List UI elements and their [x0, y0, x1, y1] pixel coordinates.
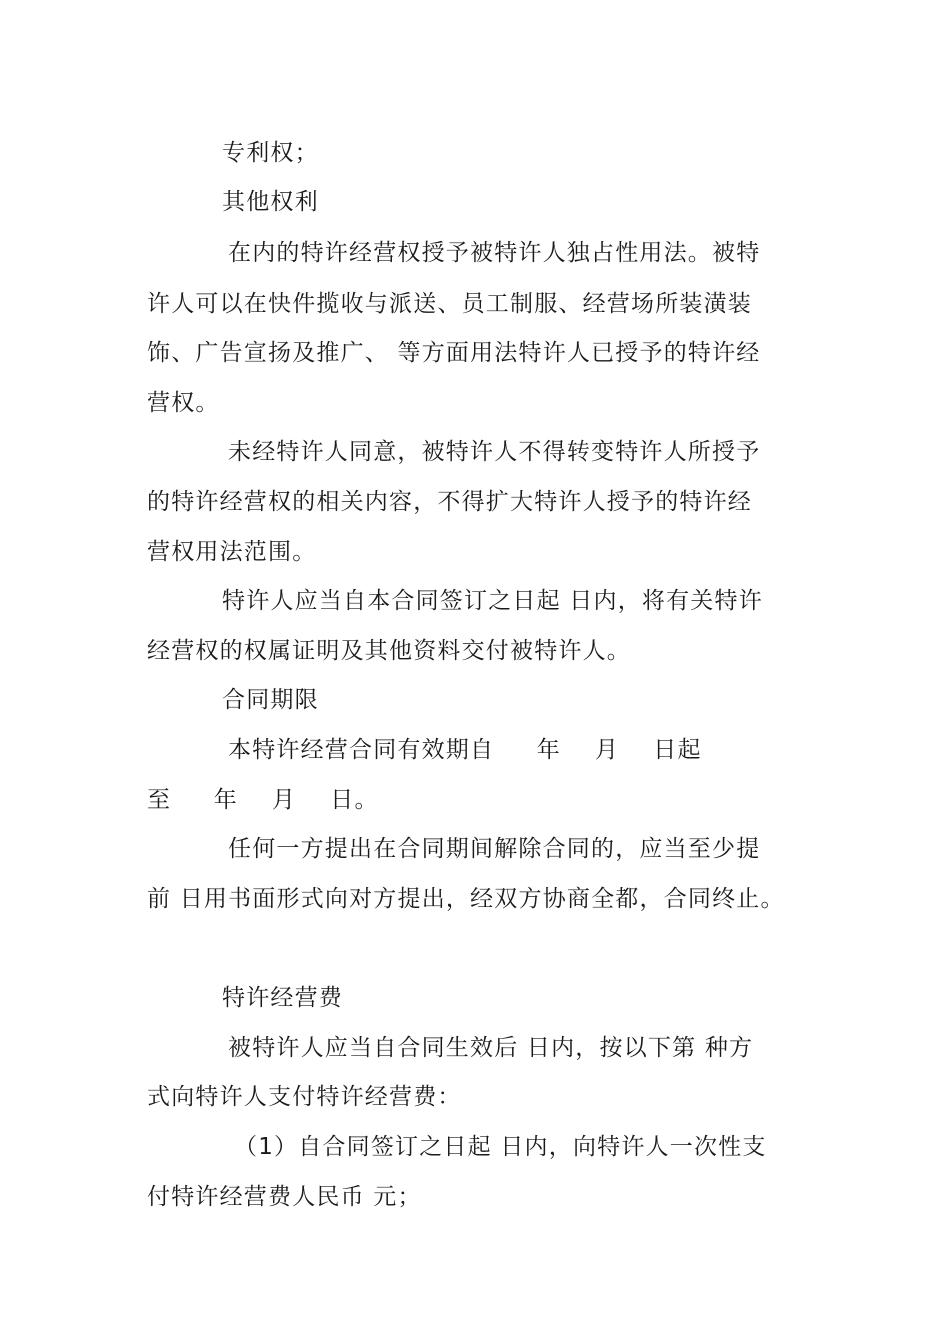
text-line: 前 日用书面形式向对方提出，经双方协商全都，合同终止。 [147, 886, 785, 912]
section-heading: 合同期限 [222, 687, 319, 713]
text-line: 营权用法范围。 [147, 539, 317, 565]
text-line: 其他权利 [222, 189, 319, 215]
text-line: 营权。 [147, 390, 220, 416]
text-line: 至 年 月 日。 [147, 787, 379, 813]
text-line: 饰、广告宣扬及推广、 等方面用法特许人已授予的特许经 [147, 340, 761, 366]
text-line: 式向特许人支付特许经营费： [147, 1084, 462, 1110]
paragraph-first-line: 任何一方提出在合同期间解除合同的，应当至少提 [228, 836, 761, 862]
text-line: 经营权的权属证明及其他资料交付被特许人。 [147, 638, 631, 664]
paragraph-first-line: 本特许经营合同有效期自 年 月 日起 [228, 737, 702, 763]
paragraph-first-line: 未经特许人同意，被特许人不得转变特许人所授予 [228, 439, 761, 465]
list-item-first-line: （1）自合同签订之日起 日内，向特许人一次性支 [234, 1134, 767, 1160]
text-line: 的特许经营权的相关内容，不得扩大特许人授予的特许经 [147, 489, 752, 515]
text-line: 付特许经营费人民币 元； [147, 1184, 422, 1210]
paragraph-first-line: 特许人应当自本合同签订之日起 日内，将有关特许 [222, 588, 763, 614]
paragraph-first-line: 被特许人应当自合同生效后 日内，按以下第 种方 [228, 1035, 754, 1061]
paragraph-first-line: 在内的特许经营权授予被特许人独占性用法。被特 [228, 240, 761, 266]
text-line: 许人可以在快件揽收与派送、员工制服、经营场所装潢装 [147, 291, 752, 317]
text-line: 专利权； [222, 140, 319, 166]
section-heading: 特许经营费 [222, 985, 343, 1011]
